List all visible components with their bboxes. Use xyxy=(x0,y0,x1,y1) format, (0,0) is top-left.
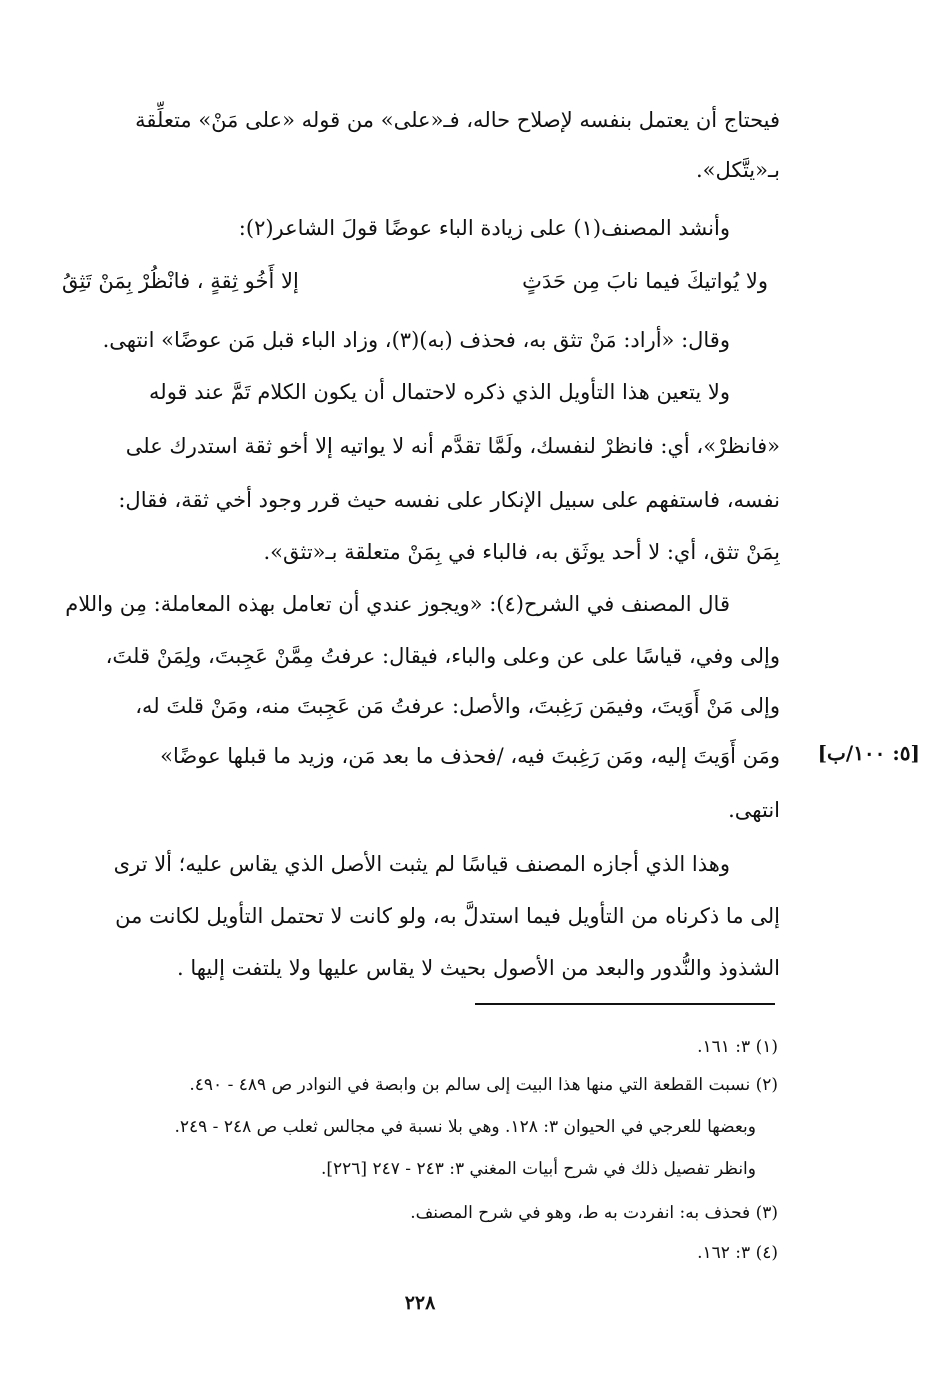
footnote-4: (٤) ٣: ١٦٢. xyxy=(697,1243,778,1263)
footnote-1: (١) ٣: ١٦١. xyxy=(697,1037,778,1057)
footnote-2-continued: وبعضها للعرجي في الحيوان ٣: ١٢٨. وهي بلا نسبة في مجالس ثعلب ص ٢٤٨ - ٢٤٩. xyxy=(174,1117,756,1137)
main-text xyxy=(62,100,780,1000)
text-line: «فانظرْ»، أي: فانظرْ لنفسك، ولَمَّا تقدَّم أنه لا يواتيه إلا أخو ثقة استدرك على xyxy=(125,434,780,458)
text-line: وهذا الذي أجازه المصنف قياسًا لم يثبت الأصل الذي يقاس عليه؛ ألا ترى xyxy=(113,852,730,876)
text-line: إلى ما ذكرناه من التأويل فيما استدلَّ به، ولو كانت لا تحتمل التأويل لكانت من xyxy=(115,904,780,928)
margin-folio-reference: [٥: ١٠٠/ب] xyxy=(817,741,920,765)
text-line: وإلى وفي، قياسًا على عن وعلى والباء، فيقال: عرفتُ مِمَّنْ عَجِبتَ، ولِمَنْ قلتَ، xyxy=(105,644,780,668)
text-line: قال المصنف في الشرح(٤): «ويجوز عندي أن تعامل بهذه المعاملة: مِن واللام xyxy=(65,592,730,616)
text-line: ولا يتعين هذا التأويل الذي ذكره لاحتمال أن يكون الكلام تَمَّ عند قوله xyxy=(149,380,730,404)
text-line: فيحتاج أن يعتمل بنفسه لإصلاح حاله، فـ«على» من قوله «على مَنْ» متعلِّقة xyxy=(135,108,780,132)
text-line: وإلى مَنْ أَوَيتَ، وفيمَن رَغِبتَ، والأصل: عرفتُ مَن عَجِبتَ منه، ومَنْ قلتَ له، xyxy=(135,694,780,718)
footnote-divider xyxy=(475,1003,775,1005)
verse-first-hemistich: ولا يُواتيكَ فيما نابَ مِن حَدَثٍ xyxy=(522,269,768,293)
text-line: ومَن أَوَيتَ إليه، ومَن رَغِبتَ فيه، /فحذف ما بعد مَن، وزيد ما قبلها عوضًا» xyxy=(160,744,780,768)
text-line: بـ«يتَّكل». xyxy=(695,158,780,182)
footnote-2-continued: وانظر تفصيل ذلك في شرح أبيات المغني ٣: ٢٤٣ - ٢٤٧ [٢٢٦]. xyxy=(320,1159,756,1179)
text-line: الشذوذ والنُّدور والبعد من الأصول بحيث لا يقاس عليها ولا يلتفت إليها . xyxy=(176,956,780,980)
text-line: انتهى. xyxy=(728,798,780,822)
footnote-2: (٢) نسبت القطعة التي منها هذا البيت إلى سالم بن وابصة في النوادر ص ٤٨٩ - ٤٩٠. xyxy=(189,1075,778,1095)
text-line: نفسه، فاستفهم على سبيل الإنكار على نفسه حيث قرر وجود أخي ثقة، فقال: xyxy=(118,488,780,512)
footnote-3: (٣) فحذف به: انفردت به ط، وهو في شرح المصنف. xyxy=(410,1203,778,1223)
page-number: ٢٢٨ xyxy=(404,1292,436,1314)
text-line: وأنشد المصنف(١) على زيادة الباء عوضًا قولَ الشاعر(٢): xyxy=(238,216,730,240)
verse-second-hemistich: إلا أَخُو ثِقةٍ ، فانْظُرْ بِمَنْ تَثِقُ xyxy=(62,269,299,293)
text-line: وقال: «أراد: مَنْ تثق به، فحذف (به)(٣)، وزاد الباء قبل مَن عوضًا» انتهى. xyxy=(102,328,730,352)
text-line: بِمَنْ تثق، أي: لا أحد يوثَق به، فالباء في بِمَنْ متعلقة بـ«تثق». xyxy=(263,540,780,564)
